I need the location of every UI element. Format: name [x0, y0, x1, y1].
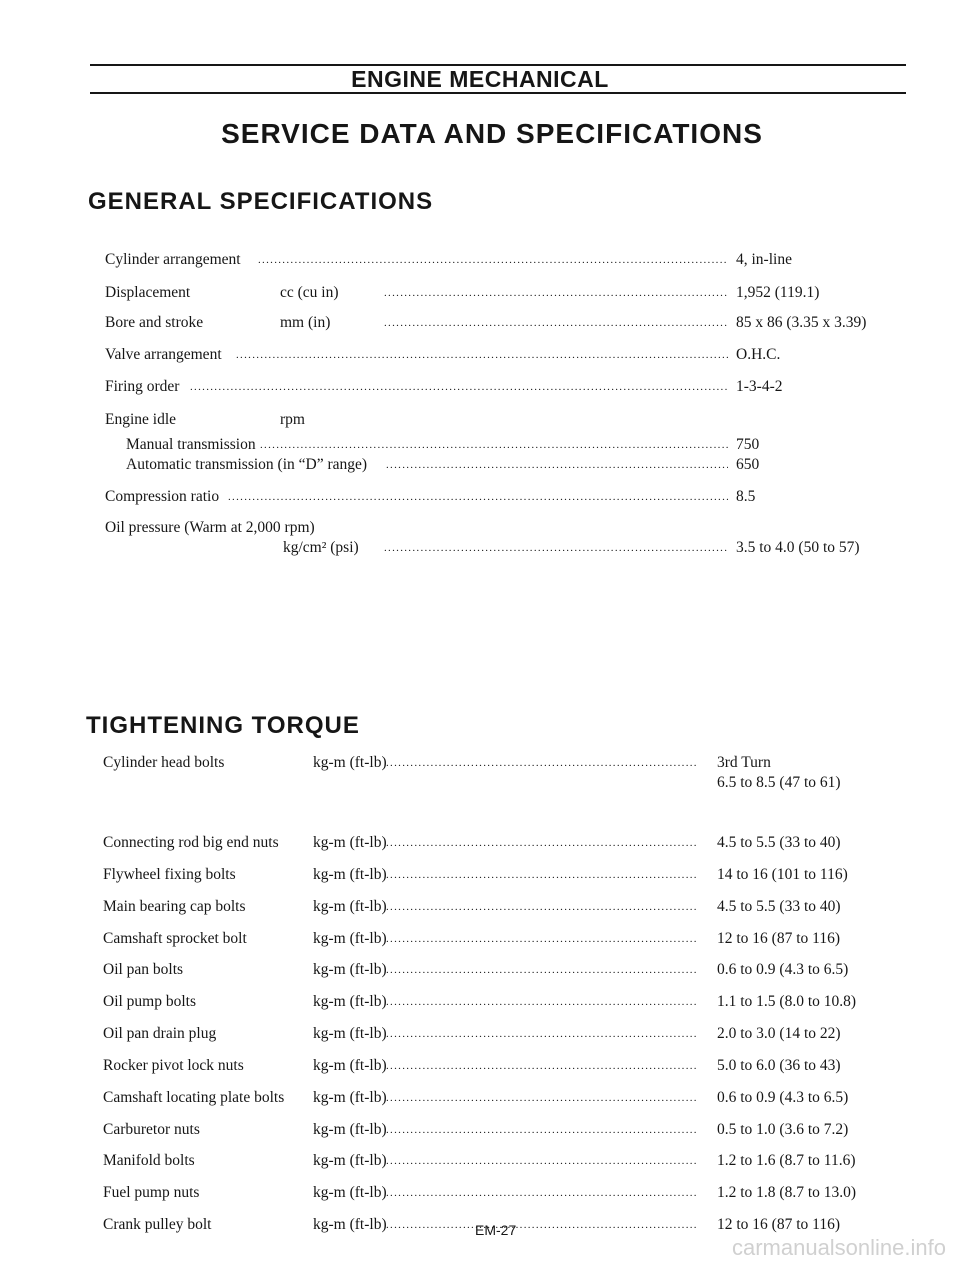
spec-value: 750	[736, 436, 760, 453]
torque-unit: kg-m (ft-lb)	[313, 1089, 387, 1106]
spec-value: 3.5 to 4.0 (50 to 57)	[736, 539, 860, 556]
chapter-title: ENGINE MECHANICAL	[351, 66, 609, 92]
torque-label: Fuel pump nuts	[103, 1184, 200, 1201]
spec-row-firing-order	[0, 377, 960, 397]
torque-unit: kg-m (ft-lb)	[313, 898, 387, 915]
spec-value: O.H.C.	[736, 346, 781, 363]
dot-leader	[386, 992, 698, 1012]
spec-label: Displacement	[105, 284, 191, 301]
dot-leader	[386, 929, 698, 949]
spec-row-manual-transmission	[0, 435, 960, 455]
torque-value: 1.1 to 1.5 (8.0 to 10.8)	[717, 993, 857, 1010]
torque-label: Manifold bolts	[103, 1152, 195, 1169]
dot-leader	[384, 283, 728, 303]
torque-value: 2.0 to 3.0 (14 to 22)	[717, 1025, 841, 1042]
dot-leader	[384, 538, 728, 558]
torque-unit: kg-m (ft-lb)	[313, 961, 387, 978]
spec-row-oil-pressure-value	[0, 538, 960, 558]
torque-value: 4.5 to 5.5 (33 to 40)	[717, 834, 841, 851]
dot-leader	[386, 455, 728, 475]
spec-row-cylinder-arrangement	[0, 250, 960, 270]
torque-unit: kg-m (ft-lb)	[313, 1121, 387, 1138]
spec-unit: cc (cu in)	[280, 284, 339, 301]
dot-leader	[384, 313, 728, 333]
torque-row	[0, 1120, 960, 1140]
spec-unit: rpm	[280, 411, 305, 428]
spec-label: Cylinder arrangement	[105, 251, 241, 268]
spec-label: Valve arrangement	[105, 346, 222, 363]
torque-unit: kg-m (ft-lb)	[313, 754, 387, 771]
dot-leader	[386, 1088, 698, 1108]
torque-unit: kg-m (ft-lb)	[313, 993, 387, 1010]
torque-value: 0.6 to 0.9 (4.3 to 6.5)	[717, 961, 849, 978]
torque-unit: kg-m (ft-lb)	[313, 866, 387, 883]
dot-leader	[386, 833, 698, 853]
spec-value: 650	[736, 456, 760, 473]
torque-label: Camshaft sprocket bolt	[103, 930, 247, 947]
spec-unit: mm (in)	[280, 314, 331, 331]
spec-unit: kg/cm² (psi)	[283, 539, 359, 556]
dot-leader	[386, 1215, 698, 1235]
spec-label: Compression ratio	[105, 488, 220, 505]
torque-unit: kg-m (ft-lb)	[313, 1216, 387, 1233]
general-specifications-heading: GENERAL SPECIFICATIONS	[88, 188, 434, 215]
dot-leader	[386, 753, 698, 773]
spec-row-displacement	[0, 283, 960, 303]
dot-leader	[386, 897, 698, 917]
spec-label: Bore and stroke	[105, 314, 204, 331]
spec-row-engine-idle	[0, 410, 960, 430]
torque-label: Camshaft locating plate bolts	[103, 1089, 285, 1106]
torque-row	[0, 1056, 960, 1076]
torque-row	[0, 753, 960, 773]
torque-row	[0, 1183, 960, 1203]
torque-unit: kg-m (ft-lb)	[313, 930, 387, 947]
torque-row-continuation	[0, 773, 960, 793]
spec-label: Manual transmission	[126, 436, 256, 453]
torque-value: 12 to 16 (87 to 116)	[717, 930, 840, 947]
spec-value: 8.5	[736, 488, 756, 505]
dot-leader	[386, 960, 698, 980]
spec-value: 85 x 86 (3.35 x 3.39)	[736, 314, 867, 331]
torque-unit: kg-m (ft-lb)	[313, 1184, 387, 1201]
page-number: EM-27	[475, 1222, 517, 1238]
spec-row-valve-arrangement	[0, 345, 960, 365]
torque-label: Oil pump bolts	[103, 993, 197, 1010]
dot-leader	[386, 1151, 698, 1171]
torque-value: 3rd Turn	[717, 754, 771, 771]
dot-leader	[190, 377, 728, 397]
torque-label: Crank pulley bolt	[103, 1216, 212, 1233]
header-rule-bottom	[90, 92, 906, 94]
torque-value: 12 to 16 (87 to 116)	[717, 1216, 840, 1233]
spec-row-bore-stroke	[0, 313, 960, 333]
spec-label: Oil pressure (Warm at 2,000 rpm)	[105, 519, 315, 536]
torque-value: 1.2 to 1.6 (8.7 to 11.6)	[717, 1152, 856, 1169]
torque-unit: kg-m (ft-lb)	[313, 1152, 387, 1169]
torque-row	[0, 833, 960, 853]
spec-value: 1,952 (119.1)	[736, 284, 820, 301]
spec-value: 1-3-4-2	[736, 378, 783, 395]
dot-leader	[236, 345, 728, 365]
spec-label: Firing order	[105, 378, 180, 395]
tightening-torque-heading: TIGHTENING TORQUE	[86, 712, 360, 739]
spec-value: 4, in-line	[736, 251, 792, 268]
torque-value: 1.2 to 1.8 (8.7 to 13.0)	[717, 1184, 857, 1201]
spec-row-oil-pressure	[0, 518, 960, 538]
torque-row	[0, 992, 960, 1012]
torque-row	[0, 1024, 960, 1044]
dot-leader	[258, 250, 728, 270]
torque-value: 4.5 to 5.5 (33 to 40)	[717, 898, 841, 915]
dot-leader	[386, 1183, 698, 1203]
dot-leader	[260, 435, 728, 455]
torque-label: Carburetor nuts	[103, 1121, 200, 1138]
spec-label: Engine idle	[105, 411, 177, 428]
torque-label: Cylinder head bolts	[103, 754, 225, 771]
torque-value: 0.5 to 1.0 (3.6 to 7.2)	[717, 1121, 849, 1138]
torque-unit: kg-m (ft-lb)	[313, 1057, 387, 1074]
torque-label: Flywheel fixing bolts	[103, 866, 236, 883]
dot-leader	[228, 487, 728, 507]
torque-row	[0, 1151, 960, 1171]
torque-row	[0, 1088, 960, 1108]
spec-row-compression-ratio	[0, 487, 960, 507]
watermark: carmanualsonline.info	[731, 1235, 946, 1260]
dot-leader	[386, 865, 698, 885]
torque-row	[0, 897, 960, 917]
torque-value: 14 to 16 (101 to 116)	[717, 866, 848, 883]
torque-value: 0.6 to 0.9 (4.3 to 6.5)	[717, 1089, 849, 1106]
spec-row-automatic-transmission	[0, 455, 960, 475]
page-title: SERVICE DATA AND SPECIFICATIONS	[221, 118, 763, 149]
torque-row	[0, 865, 960, 885]
torque-value: 5.0 to 6.0 (36 to 43)	[717, 1057, 841, 1074]
torque-label: Main bearing cap bolts	[103, 898, 246, 915]
torque-unit: kg-m (ft-lb)	[313, 1025, 387, 1042]
torque-row	[0, 960, 960, 980]
dot-leader	[386, 1120, 698, 1140]
torque-label: Oil pan drain plug	[103, 1025, 217, 1042]
torque-row	[0, 929, 960, 949]
torque-label: Connecting rod big end nuts	[103, 834, 279, 851]
torque-label: Oil pan bolts	[103, 961, 184, 978]
dot-leader	[386, 1024, 698, 1044]
spec-label: Automatic transmission (in “D” range)	[126, 456, 368, 473]
torque-unit: kg-m (ft-lb)	[313, 834, 387, 851]
torque-label: Rocker pivot lock nuts	[103, 1057, 244, 1074]
torque-value-secondary: 6.5 to 8.5 (47 to 61)	[717, 774, 841, 791]
dot-leader	[386, 1056, 698, 1076]
